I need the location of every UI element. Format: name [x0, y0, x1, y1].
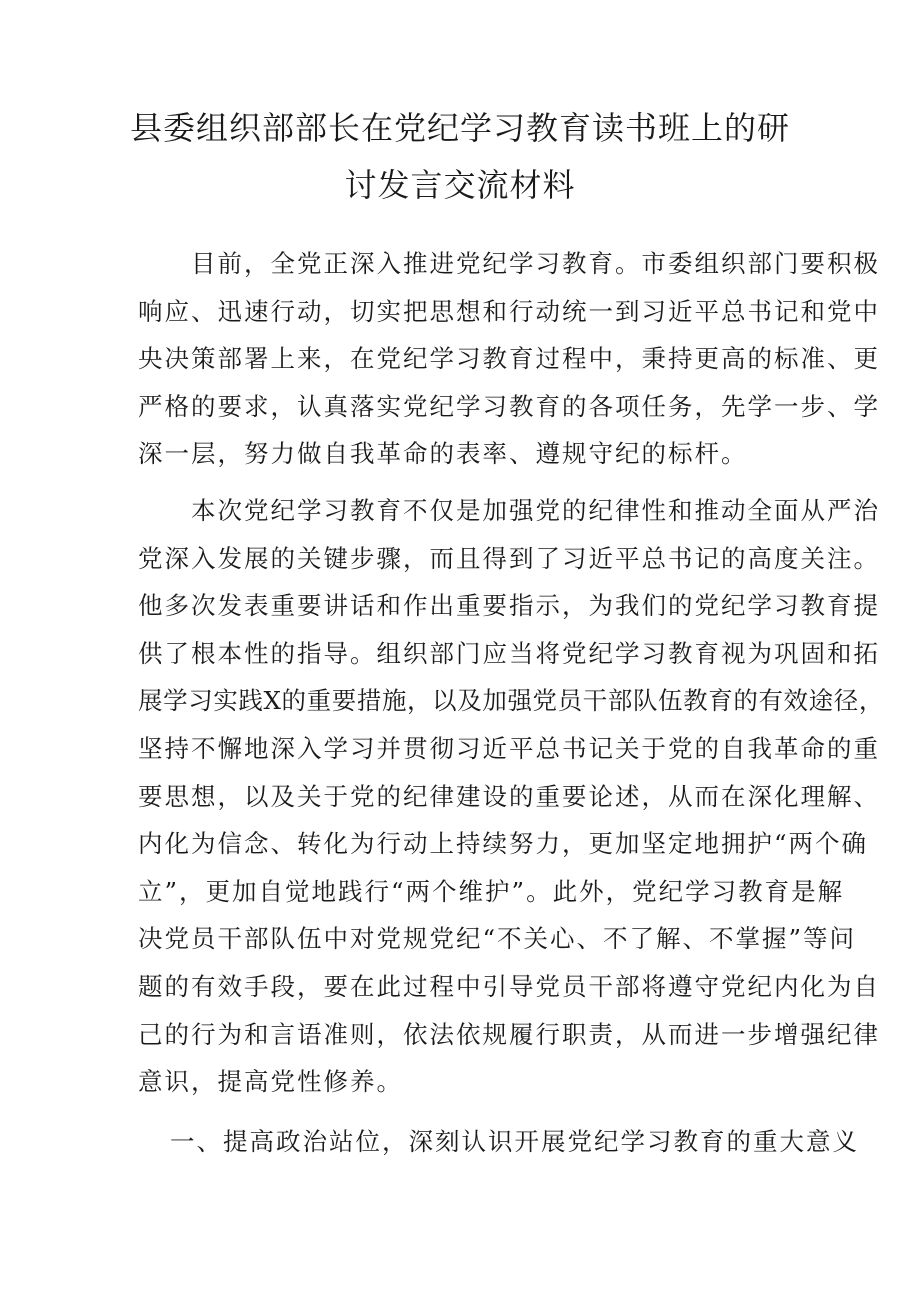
paragraph-line: 决党员干部队伍中对党规党纪“不关心、不了解、不掌握”等问: [138, 924, 857, 954]
paragraph-line: 响应、迅速行动，切实把思想和行动统一到习近平总书记和党中: [138, 296, 880, 326]
title-line-1: 县委组织部部长在党纪学习教育读书班上的研: [130, 109, 791, 147]
paragraph-line: 供了根本性的指导。组织部门应当将党纪学习教育视为巩固和拓: [138, 638, 880, 668]
paragraph-line: 本次党纪学习教育不仅是加强党的纪律性和推动全面从严治: [138, 496, 880, 525]
paragraph-line: 深一层，努力做自我革命的表率、遵规守纪的标杆。: [138, 439, 748, 469]
document-title: [130, 100, 790, 214]
paragraph-line: 内化为信念、转化为行动上持续努力，更加坚定地拥护“两个确: [138, 829, 869, 859]
paragraph-line: 意识，提高党性修养。: [138, 1067, 403, 1097]
paragraph-line: 立”，更加自觉地践行“两个维护”。此外，党纪学习教育是解: [138, 876, 845, 906]
paragraph-line: 央决策部署上来，在党纪学习教育过程中，秉持更高的标准、更: [138, 344, 880, 374]
paragraph-line: 坚持不懈地深入学习并贯彻习近平总书记关于党的自我革命的重: [138, 733, 880, 763]
paragraph-line: 他多次发表重要讲话和作出重要指示，为我们的党纪学习教育提: [138, 591, 880, 621]
paragraph-line: 要思想，以及关于党的纪律建设的重要论述，从而在深化理解、: [138, 781, 880, 811]
paragraph-line: 己的行为和言语准则，依法依规履行职责，从而进一步增强纪律: [138, 1019, 880, 1049]
paragraph-line: 目前，全党正深入推进党纪学习教育。市委组织部门要积极: [138, 249, 880, 278]
paragraph-1: [138, 240, 880, 478]
title-line-2: 讨发言交流材料: [344, 166, 576, 204]
paragraph-line: 展学习实践X的重要措施，以及加强党员干部队伍教育的有效途径，: [138, 686, 884, 716]
paragraph-line: 严格的要求，认真落实党纪学习教育的各项任务，先学一步、学: [138, 391, 880, 421]
section-heading: 一、提高政治站位，深刻认识开展党纪学习教育的重大意义: [170, 1127, 859, 1156]
paragraph-2: [138, 487, 884, 1106]
paragraph-line: 党深入发展的关键步骤，而且得到了习近平总书记的高度关注。: [138, 543, 880, 573]
paragraph-line: 题的有效手段，要在此过程中引导党员干部将遵守党纪内化为自: [138, 971, 880, 1001]
